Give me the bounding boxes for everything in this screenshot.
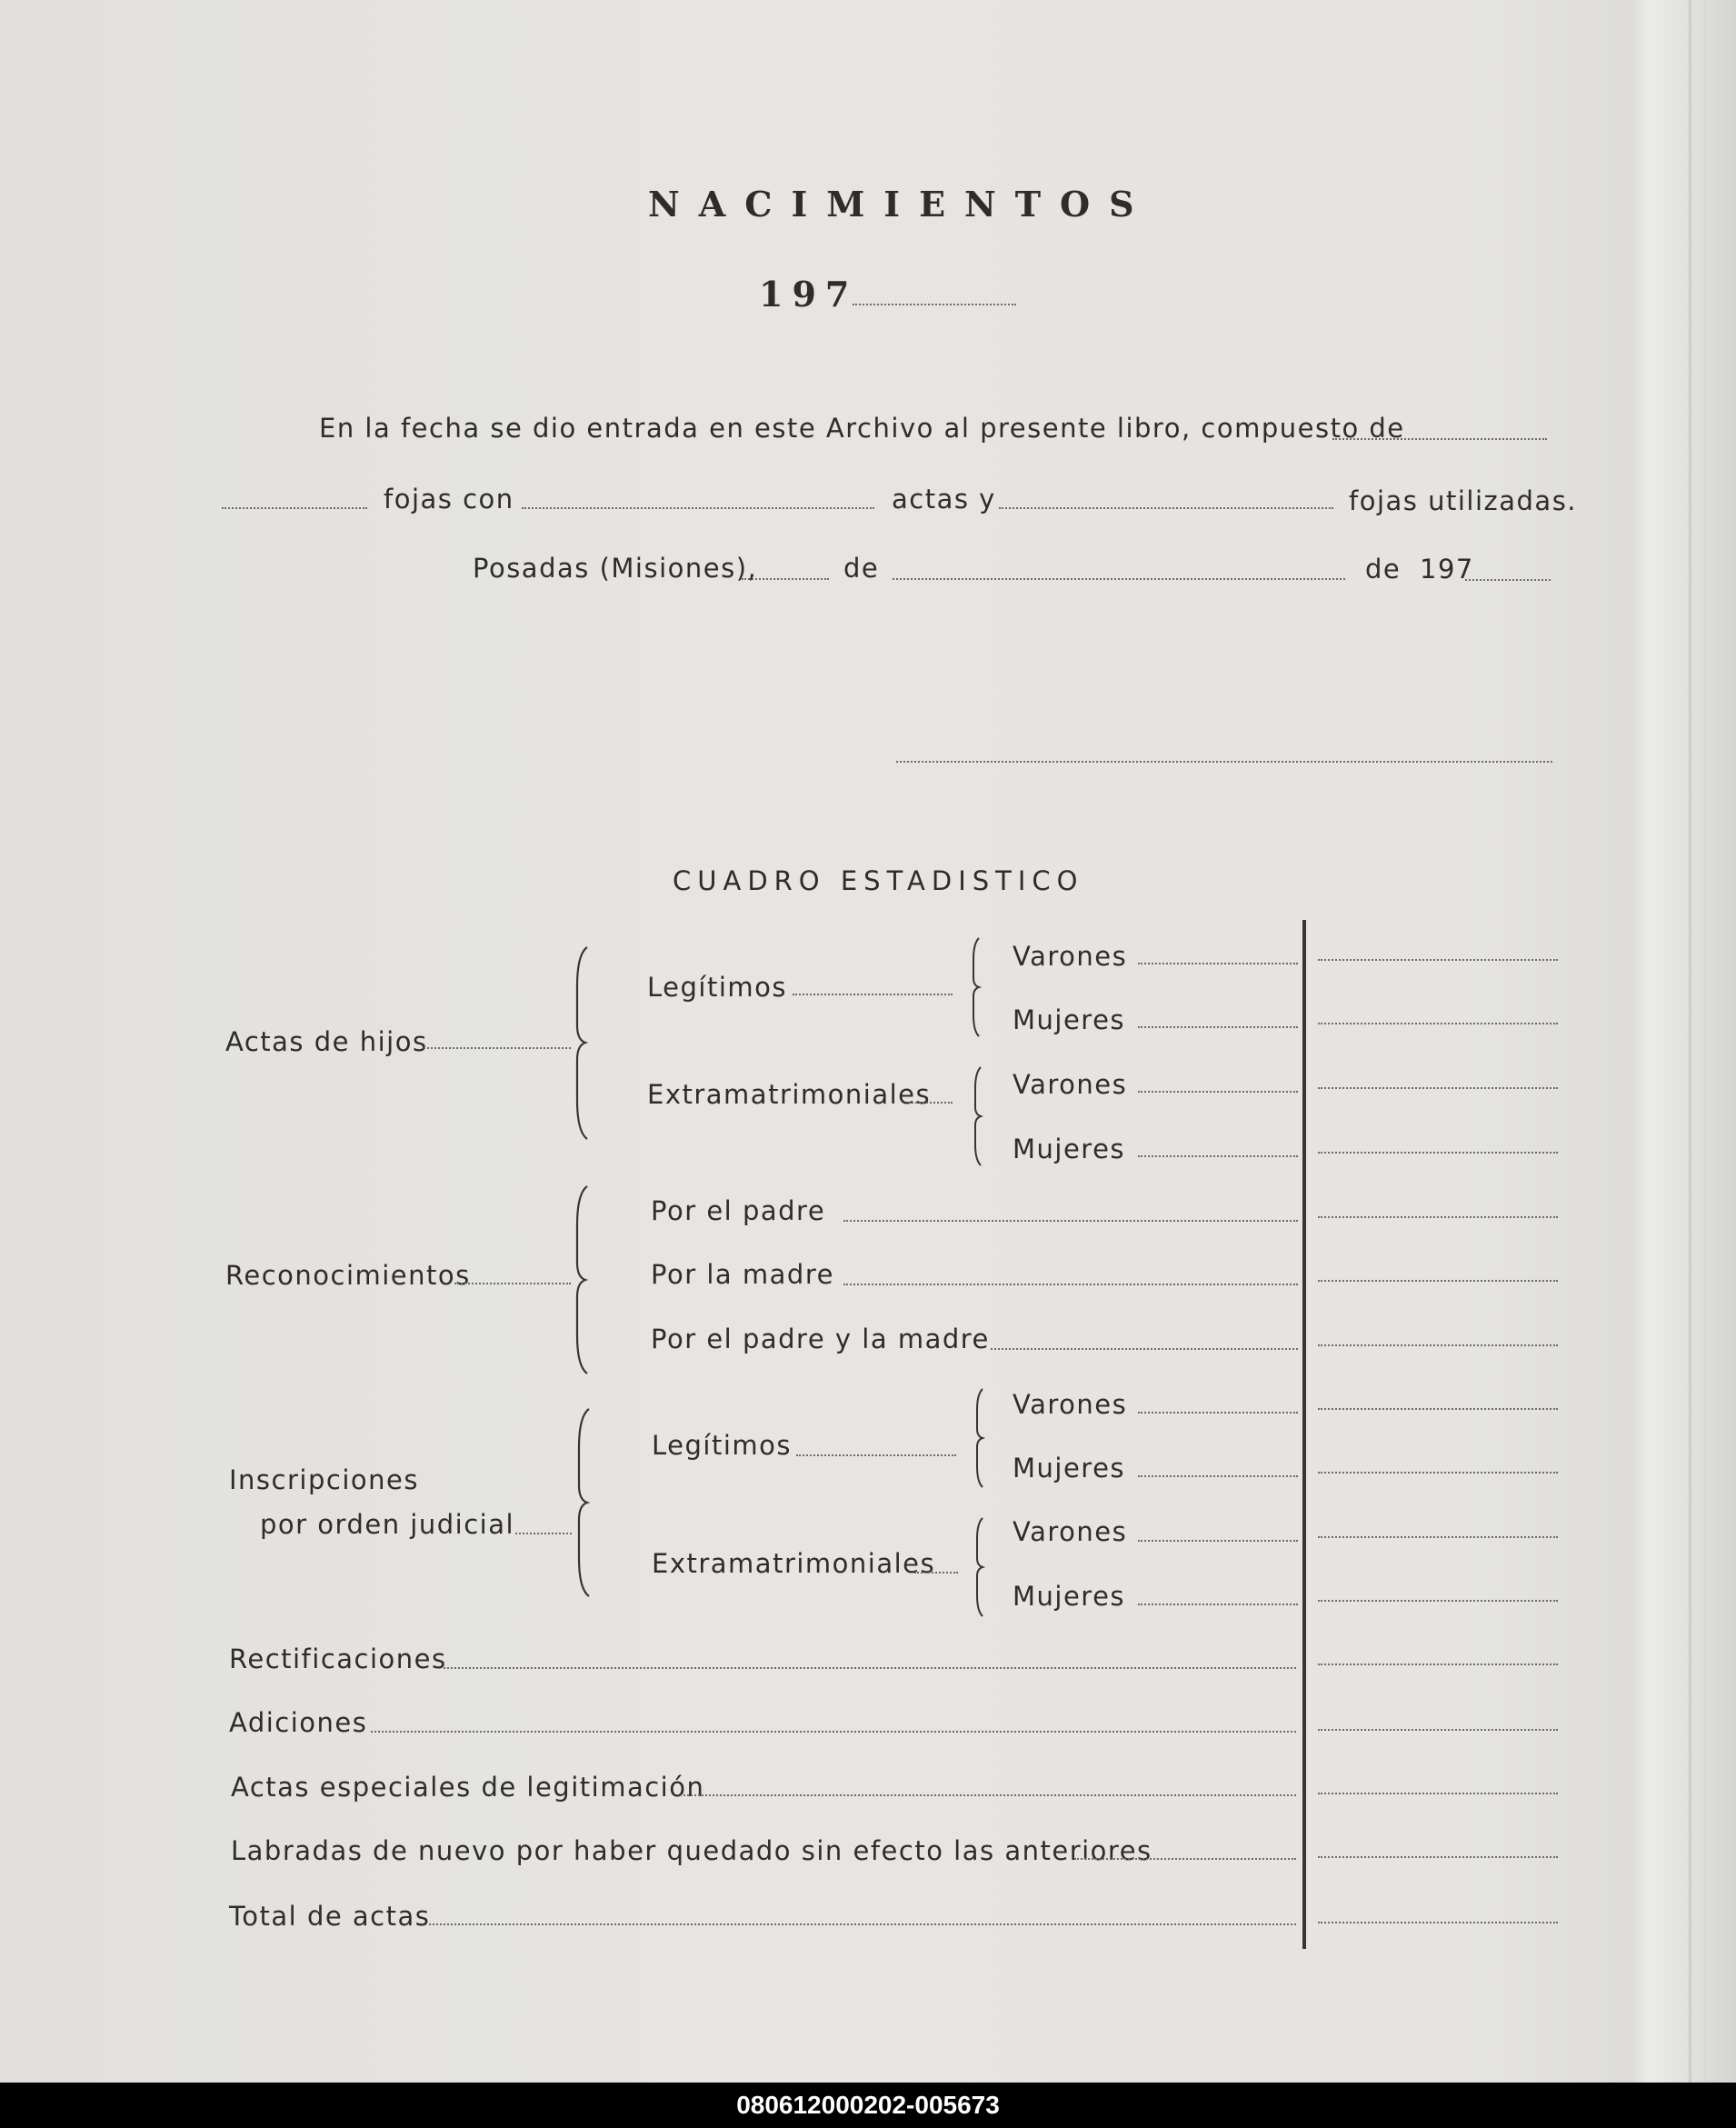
por-padre-blank[interactable]: [843, 1220, 1298, 1222]
varones-blank[interactable]: [1138, 963, 1298, 964]
por-padre-total-blank[interactable]: [1318, 1216, 1558, 1218]
adiciones-blank[interactable]: [371, 1731, 1296, 1733]
extramatrimoniales-label: Extramatrimoniales: [647, 1079, 932, 1110]
scan-id-bar: [0, 2083, 1736, 2128]
de-label-2: de: [1365, 554, 1402, 584]
day-blank[interactable]: [742, 578, 829, 580]
actas-de-hijos-label: Actas de hijos: [225, 1026, 428, 1057]
reconocimientos-brace: [571, 1184, 593, 1375]
scan-id: 080612000202-005673: [736, 2091, 1000, 2119]
mujeres-blank[interactable]: [1138, 1603, 1298, 1605]
varones-blank[interactable]: [1138, 1091, 1298, 1093]
mujeres-blank[interactable]: [1138, 1026, 1298, 1028]
legitimos-dots: [793, 994, 953, 995]
por-orden-judicial-label: por orden judicial: [260, 1509, 515, 1540]
por-padre-label: Por el padre: [651, 1195, 826, 1226]
reconocimientos-label: Reconocimientos: [225, 1260, 471, 1291]
page-edge: [1689, 0, 1691, 2083]
actas-y-label: actas y: [892, 484, 996, 515]
por-ambos-label: Por el padre y la madre: [651, 1324, 990, 1354]
entry-line-1: En la fecha se dio entrada en este Archivo al presente libro, compuesto de: [319, 413, 1405, 444]
date-year-prefix: 197: [1420, 554, 1474, 584]
mujeres-label: Mujeres: [1013, 1004, 1126, 1035]
varones-label: Varones: [1013, 1069, 1128, 1100]
actas-especiales-total-blank[interactable]: [1318, 1793, 1558, 1794]
por-madre-total-blank[interactable]: [1318, 1280, 1558, 1282]
varones-label: Varones: [1013, 941, 1128, 972]
total-label: Total de actas: [229, 1901, 431, 1932]
signature-line[interactable]: [896, 761, 1552, 763]
mujeres-label: Mujeres: [1013, 1453, 1126, 1484]
legitimos-label: Legítimos: [647, 972, 787, 1003]
total-total-blank[interactable]: [1318, 1922, 1558, 1923]
fojas-count-blank[interactable]: [222, 507, 367, 509]
mujeres-label: Mujeres: [1013, 1134, 1126, 1164]
extramatrimoniales-brace: [971, 1065, 985, 1167]
mujeres-blank[interactable]: [1138, 1475, 1298, 1477]
inscripciones-dots: [515, 1533, 572, 1534]
mujeres-total-blank[interactable]: [1318, 1472, 1558, 1474]
date-year-blank[interactable]: [1465, 579, 1551, 581]
inscripciones-brace: [573, 1407, 594, 1598]
legitimos-brace: [969, 936, 983, 1038]
labradas-blank[interactable]: [1074, 1858, 1296, 1860]
por-ambos-blank[interactable]: [991, 1348, 1298, 1350]
mujeres-total-blank[interactable]: [1318, 1023, 1558, 1024]
month-blank[interactable]: [893, 578, 1345, 580]
mujeres-total-blank[interactable]: [1318, 1152, 1558, 1154]
extramatrimoniales-label-2: Extramatrimoniales: [652, 1548, 936, 1579]
page-title: NACIMIENTOS: [648, 184, 1153, 225]
actas-especiales-label: Actas especiales de legitimación: [231, 1772, 705, 1803]
rectificaciones-blank[interactable]: [444, 1667, 1296, 1669]
labradas-label: Labradas de nuevo por haber quedado sin efecto las anteriores: [231, 1835, 1152, 1866]
mujeres-label: Mujeres: [1013, 1581, 1126, 1612]
legitimos-brace-2: [973, 1387, 987, 1489]
extramatrimoniales-dots-2: [914, 1572, 958, 1574]
adiciones-total-blank[interactable]: [1318, 1729, 1558, 1731]
por-madre-blank[interactable]: [843, 1284, 1298, 1285]
varones-blank[interactable]: [1138, 1412, 1298, 1414]
table-title: CUADRO ESTADISTICO: [673, 865, 1084, 896]
year-blank[interactable]: [853, 304, 1016, 305]
adiciones-label: Adiciones: [229, 1707, 368, 1738]
fojas-utilizadas-label: fojas utilizadas.: [1349, 485, 1578, 516]
legitimos-dots-2: [796, 1454, 956, 1456]
fojas-used-blank[interactable]: [999, 507, 1333, 509]
table-vertical-rule: [1302, 920, 1306, 1949]
varones-label: Varones: [1013, 1389, 1128, 1420]
por-madre-label: Por la madre: [651, 1259, 834, 1290]
fojas-con-label: fojas con: [384, 484, 514, 515]
reconocimientos-dots: [454, 1283, 571, 1284]
varones-blank[interactable]: [1138, 1540, 1298, 1542]
actas-especiales-blank[interactable]: [680, 1794, 1296, 1796]
extramatrimoniales-brace-2: [973, 1516, 987, 1618]
page-edge: [1704, 0, 1707, 2083]
actas-count-blank[interactable]: [522, 507, 874, 509]
inscripciones-label: Inscripciones: [229, 1464, 419, 1495]
mujeres-blank[interactable]: [1138, 1155, 1298, 1157]
mujeres-total-blank[interactable]: [1318, 1600, 1558, 1602]
place-label: Posadas (Misiones),: [473, 553, 758, 584]
extramatrimoniales-dots: [909, 1102, 953, 1104]
year-prefix: 197: [759, 274, 859, 315]
actas-de-hijos-dots: [424, 1047, 571, 1049]
labradas-total-blank[interactable]: [1318, 1856, 1558, 1858]
rectificaciones-total-blank[interactable]: [1318, 1663, 1558, 1665]
por-ambos-total-blank[interactable]: [1318, 1344, 1558, 1346]
total-blank[interactable]: [429, 1923, 1296, 1925]
de-label-1: de: [843, 553, 880, 584]
varones-label: Varones: [1013, 1516, 1128, 1547]
varones-total-blank[interactable]: [1318, 1536, 1558, 1538]
varones-total-blank[interactable]: [1318, 1087, 1558, 1089]
varones-total-blank[interactable]: [1318, 959, 1558, 961]
varones-total-blank[interactable]: [1318, 1408, 1558, 1410]
legitimos-label-2: Legítimos: [652, 1430, 792, 1461]
rectificaciones-label: Rectificaciones: [229, 1643, 447, 1674]
fojas-total-blank[interactable]: [1332, 438, 1547, 440]
actas-de-hijos-brace: [571, 945, 593, 1141]
